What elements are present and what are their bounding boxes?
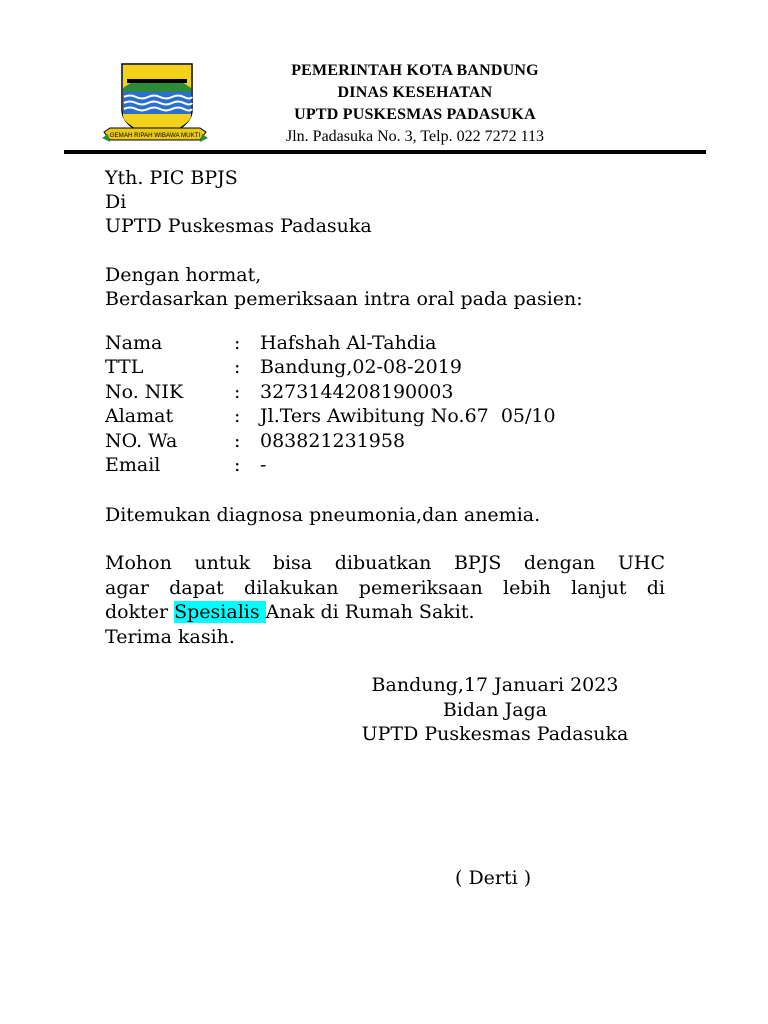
- signature-block: [320, 673, 670, 747]
- field-colon: :: [234, 332, 241, 354]
- field-label: NO. Wa: [105, 429, 178, 452]
- request-line-2: agar dapat dilakukan pemeriksaan lebih lanjut di: [105, 576, 665, 599]
- greeting: Dengan hormat,: [105, 264, 262, 286]
- recipient-line-1: Yth. PIC BPJS: [105, 167, 238, 189]
- field-value: Hafshah Al-Tahdia: [260, 332, 437, 354]
- intro-sentence: Berdasarkan pemeriksaan intra oral pada pasien:: [105, 288, 583, 310]
- field-colon: :: [234, 429, 241, 452]
- recipient-line-2: Di: [105, 191, 127, 213]
- recipient-line-3: UPTD Puskesmas Padasuka: [105, 215, 372, 237]
- field-label: No. NIK: [105, 380, 184, 403]
- signature-role: Bidan Jaga: [442, 698, 548, 721]
- field-colon: :: [234, 380, 241, 403]
- diagnosis-sentence: Ditemukan diagnosa pneumonia,dan anemia.: [105, 504, 541, 526]
- signature-place-date: Bandung,17 Januari 2023: [371, 674, 619, 696]
- signatory-name: ( Derti ): [455, 867, 532, 889]
- letterhead-government: PEMERINTAH KOTA BANDUNG: [291, 62, 539, 79]
- signature-organization: UPTD Puskesmas Padasuka: [361, 723, 629, 745]
- request-line-1: Mohon untuk bisa dibuatkan BPJS dengan UHC: [105, 552, 665, 574]
- logo-motto: GEMAH RIPAH WIBAWA MUKTI: [109, 132, 201, 139]
- field-colon: :: [234, 405, 241, 428]
- field-value: Jl.Ters Awibitung No.67 05/10: [260, 405, 556, 428]
- bandung-city-emblem: [100, 58, 210, 146]
- field-label: TTL: [105, 356, 144, 379]
- field-label: Alamat: [105, 405, 174, 428]
- field-colon: :: [234, 356, 241, 379]
- request-line-3-start: dokter: [105, 601, 175, 623]
- field-value: -: [260, 453, 267, 476]
- letterhead-agency: DINAS KESEHATAN: [337, 84, 493, 101]
- highlighted-word-spesialis: Spesialis: [174, 601, 266, 623]
- letterhead: [230, 60, 600, 148]
- closing-thanks: Terima kasih.: [105, 625, 235, 648]
- field-colon: :: [234, 453, 241, 476]
- request-line-3-end: Anak di Rumah Sakit.: [265, 601, 475, 623]
- letterhead-address: Jln. Padasuka No. 3, Telp. 022 7272 113: [286, 128, 544, 145]
- field-value: Bandung,02-08-2019: [260, 356, 462, 379]
- field-label: Email: [105, 453, 161, 476]
- letterhead-unit: UPTD PUSKESMAS PADASUKA: [294, 106, 536, 123]
- letterhead-divider: [64, 150, 706, 154]
- request-line-3: [105, 600, 665, 625]
- request-paragraph: [105, 551, 665, 649]
- field-value: 3273144208190003: [260, 380, 454, 403]
- field-value: 083821231958: [260, 429, 406, 452]
- field-label: Nama: [105, 332, 163, 354]
